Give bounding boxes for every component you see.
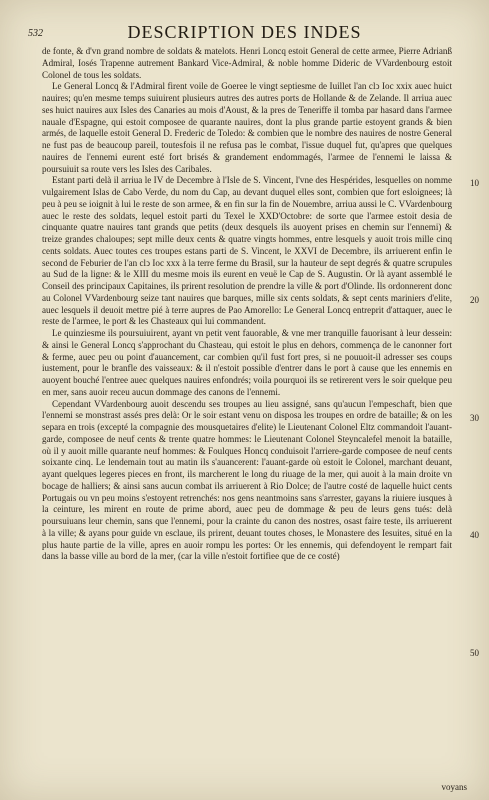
page-header bbox=[28, 21, 461, 43]
paragraph: Le quinziesme ils poursuiuirent, ayant vn petit vent fauorable, & vne mer tranquille fauorisant à leur dessein: & ainsi le General Loncq s'approchant du Chasteau, qui estoit le plus en dehors, commença de le canonner fort & ferme, auec peu ou point d'auancement, car combien qu'il fust fort pres, si ne pouuoit-il adresser ses coups iustement, pour le branfle des vaisseaux: & il n'estoit possible d'entrer dans le port à cause que les ennemis en auoyent bouché l'entree auec quelques nauires enfondrés; voila pourquoi ils se retirerent vers le soir quelque peu en mer, sans auoir receu aucun dommage des canons de l'ennemi. bbox=[42, 328, 452, 397]
catchword: voyans bbox=[441, 782, 467, 792]
paragraph: de fonte, & d'vn grand nombre de soldats & matelots. Henri Loncq estoit General de cette armee, Pierre Adrianß Admiral, Iosés Trapenne autrement Bankard Vice-Admiral, & noble homme Dideric de VVardenbourg estoit Colonel de tous les soldats. bbox=[42, 46, 452, 80]
line-number: 20 bbox=[470, 295, 479, 305]
line-number: 30 bbox=[470, 413, 479, 423]
page-number: 532 bbox=[28, 28, 43, 39]
line-number: 40 bbox=[470, 530, 479, 540]
line-number: 10 bbox=[470, 178, 479, 188]
line-number: 50 bbox=[470, 648, 479, 658]
running-head: DESCRIPTION DES INDES bbox=[127, 22, 362, 42]
body-text bbox=[42, 46, 452, 796]
paragraph: Estant parti delà il arriua le IV de Decembre à l'Isle de S. Vincent, l'vne des Hespérides, lesquelles on nomme vulgairement Islas de Cabo Verde, du nom du Cap, au devant duquel elles sont, combien que fort esloignees; là peu à peu se ioignit à lui le reste de son armee, & en fin sur la fin de Nouembre, arriua aussi le C. VVardenbourg auec le reste des soldats, lequel estoit parti du Texel le XXD'Octobre: de sorte que l'armee estoit desia de cinquante quatre nauires tant grands que petits (deux desquels ils auoyent prises en chemin sur l'ennemi) & treize grandes chaloupes; sept mille deux cents & quatre vingts hommes, entre lesquels y auoit trois mille cinq cents soldats. Auec toutes ces troupes estans parti de S. Vincent, le XXVI de Decembre, ils arriuerent enfin le second de Feburier de l'an clↄ Ioc xxx à la terre ferme du Brasil, sur la hauteur de sept degrés & quatre scrupules au Sud de la ligne: & le XIII du mesme mois ils eurent en veuë le Cap de S. Augustin. Or là ayant assemblé le Conseil des principaux Capitaines, ils prirent resolution de prendre la ville & port d'Olinde. Ils ordonnerent donc au Colonel VVardenbourg seize tant nauires que barques, mille six cents soldats, & sept cents mariniers d'elite, auec lesquels il deuoit mettre pié à terre aupres de Pao Amorello: Le General Loncq entreprit d'attaquer, auec le reste de l'armee, le port & les Chasteaux qui lui commandent. bbox=[42, 175, 452, 327]
paragraph: Cependant VVardenbourg auoit descendu ses troupes au lieu assigné, sans qu'aucun l'empeschaft, bien que l'ennemi se monstrast assés pres delà: Or le soir estant venu on disposa les troupes en ordre de bataille; & on les separa en trois (excepté la compagnie des mousquetaires d'elite) le Lieutenant Colonel Eltz commandoit l'auant-garde, composee de neuf cents & trente quatre hommes: le Lieutenant Colonel Steyncalefel menoit la bataille, où il y auoit mille quarante neuf hommes: & Foulques Honcq conduisoit l'arriere-garde composee de neuf cents soixante cinq. Le lendemain tout au matin ils s'auancerent: l'auant-garde où estoit le Colonel, marchant deuant, ayant quelques legeres pieces en front, ils marcherent le long du riuage de la mer, qui auoit à la main droite vn bocage de halliers; & ainsi sans aucun combat ils arriuerent à Rio Dolce; de l'autre costé de laquelle huict cents Portugais ou vn peu moins s'estoyent retrenchés: nos gens neantmoins sans s'arrester, gayans la riuiere iusques à la ceinture, les mirent en route de prime abord, auec peu de dommage & peu de leurs gens tués: delà poursuiuans leur chemin, sans que l'ennemi, pour la crainte du canon des nostres, osast faire teste, ils arriuerent à la ville; & ayans pour guide vn esclaue, ils prirent, deuant toutes choses, le Monastere des Iesuites, situé en la plus haute partie de la ville, apres en auoir rompu les portes: Or les ennemis, qui defendoyent le rempart fait dans la basse ville au bord de la mer, (car la ville n'estoit fortifiee que de ce costé) bbox=[42, 398, 452, 562]
paragraph: Le General Loncq & l'Admiral firent voile de Goeree le vingt septiesme de Iuillet l'an clↄ Ioc xxix auec huict nauires; qu'en mesme temps suiuirent plusieurs autres des autres ports de Hollande & de Zelande. Il arriua auec ses huict nauires aux Isles des Canaries au mois d'Aoust, & la pres de Teneriffe il tomba par hasard dans l'armee nauale d'Espagne, qui estoit composee de quarante nauires, dont la plus grande partie estoyent grands & bien armés, de laquelle estoit General D. Frederic de Toledo: & combien que le nombre des nauires de nostre General ne fust pas de beaucoup pareil, toutesfois il ne refusa pas le combat, l'issue duquel fut, qu'apres que quelques nauires de l'ennemi eurent esté fort brisés & grandement endommagés, l'armee de l'ennemi le laissa & poursuiuit sa route vers les Isles des Caribales. bbox=[42, 81, 452, 174]
